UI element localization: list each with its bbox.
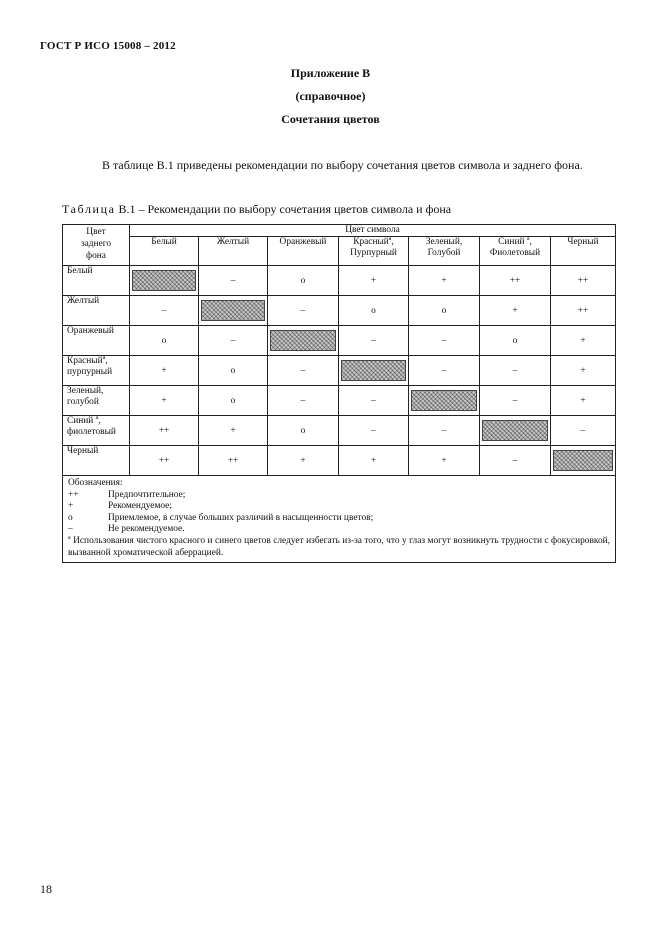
footnote-mark: a	[526, 235, 530, 242]
row-label	[63, 326, 130, 356]
column-header	[199, 237, 268, 266]
label-line: Желтый	[216, 237, 250, 247]
hatched-fill	[270, 330, 336, 351]
table-cell: –	[409, 356, 480, 386]
column-header	[268, 237, 339, 266]
table-cell: ++	[551, 296, 616, 326]
table-row	[63, 386, 616, 416]
table-cell: o	[199, 386, 268, 416]
table-cell: –	[339, 416, 409, 446]
table-cell: ++	[480, 266, 551, 296]
label-line: Оранжевый	[279, 237, 327, 247]
label-line: Голубой	[427, 248, 461, 258]
table-cell: –	[268, 296, 339, 326]
table-cell: +	[409, 266, 480, 296]
table-cell: +	[268, 446, 339, 476]
table-cell: o	[268, 266, 339, 296]
hatched-fill	[341, 360, 406, 381]
hatched-fill	[132, 270, 196, 291]
page-number: 18	[40, 882, 52, 896]
background-color-header: Цвет заднего фона	[63, 225, 130, 266]
table-cell: –	[339, 326, 409, 356]
legend-item	[68, 524, 610, 536]
diagonal-cell	[199, 296, 268, 326]
table-body	[63, 266, 616, 476]
diagonal-cell	[551, 446, 616, 476]
table-cell: –	[268, 386, 339, 416]
table-cell: ++	[551, 266, 616, 296]
column-header	[130, 237, 199, 266]
table-cell: +	[551, 326, 616, 356]
table-caption-label: Таблица	[62, 202, 116, 216]
label-line: Красный	[353, 237, 389, 247]
diagonal-cell	[409, 386, 480, 416]
label-line: Пурпурный	[350, 248, 397, 258]
column-header-row	[63, 237, 616, 266]
table-cell: o	[199, 356, 268, 386]
hatched-fill	[201, 300, 265, 321]
table-row	[63, 356, 616, 386]
table-cell: –	[130, 296, 199, 326]
table-cell: –	[199, 326, 268, 356]
label-line: фиолетовый	[67, 427, 116, 437]
notes-cell	[63, 476, 616, 563]
footnote-text: Использования чистого красного и синего цветов следует избегать из-за того, что у глаз могут возникнуть трудности с фокусировкой, вызванной хроматической аберрацией.	[68, 535, 611, 558]
table-row	[63, 446, 616, 476]
row-label	[63, 266, 130, 296]
diagonal-cell	[268, 326, 339, 356]
table-cell: +	[480, 296, 551, 326]
legend-text: Приемлемое, в случае больших различий в насыщенности цветов;	[108, 512, 374, 523]
column-header: Синий $^a$, Фиолетовый	[480, 237, 551, 266]
diagonal-cell	[480, 416, 551, 446]
table-cell: o	[409, 296, 480, 326]
appendix-title: Приложение В	[290, 66, 371, 80]
notes-title: Обозначения:	[68, 478, 123, 488]
row-label	[63, 446, 130, 476]
label-line: Зеленый,	[67, 386, 104, 396]
table-row	[63, 326, 616, 356]
table-caption-text: В.1 – Рекомендации по выбору сочетания цветов символа и фона	[115, 202, 452, 216]
table-cell: +	[339, 266, 409, 296]
table-cell: o	[339, 296, 409, 326]
footnote-mark: a	[95, 414, 99, 421]
footnote-mark: a	[102, 354, 106, 361]
table-cell: –	[339, 386, 409, 416]
table-cell: –	[480, 446, 551, 476]
footnote-mark: a	[68, 534, 71, 541]
diagonal-cell	[130, 266, 199, 296]
footnote	[68, 536, 610, 559]
legend-symbol: ++	[68, 489, 79, 500]
column-header	[551, 237, 616, 266]
appendix-type: (справочное)	[295, 89, 366, 103]
legend-text: Не рекомендуемое.	[108, 524, 185, 535]
row-label: Синий $^a$, фиолетовый	[63, 416, 130, 446]
label-line: Синий	[67, 416, 96, 426]
table-cell: +	[409, 446, 480, 476]
label-line: Желтый	[67, 296, 100, 306]
table-caption	[62, 202, 451, 217]
label-line: пурпурный	[67, 367, 113, 377]
legend-list	[68, 490, 610, 536]
footnote-mark: a	[388, 235, 392, 242]
column-header: Красный$^a$, Пурпурный	[339, 237, 409, 266]
table-cell: +	[199, 416, 268, 446]
label-line: Синий	[498, 237, 527, 247]
table-cell: ++	[130, 446, 199, 476]
label-line: Черный	[567, 237, 599, 247]
table-cell: +	[551, 356, 616, 386]
table-cell: +	[339, 446, 409, 476]
label-line: Белый	[67, 266, 93, 276]
label-line: Черный	[67, 446, 99, 456]
table-row	[63, 266, 616, 296]
table-cell: –	[268, 356, 339, 386]
row-label	[63, 296, 130, 326]
table-cell: –	[199, 266, 268, 296]
legend-symbol: +	[68, 501, 74, 512]
row-label: Красный$^a$, пурпурный	[63, 356, 130, 386]
table-cell: ++	[199, 446, 268, 476]
hatched-fill	[482, 420, 548, 441]
table-cell: –	[409, 416, 480, 446]
table-cell: –	[480, 356, 551, 386]
table-cell: +	[130, 386, 199, 416]
table-cell: +	[551, 386, 616, 416]
appendix-name: Сочетания цветов	[281, 112, 380, 126]
row-label	[63, 386, 130, 416]
label-line: Белый	[151, 237, 177, 247]
table-cell: o	[480, 326, 551, 356]
legend-item	[68, 490, 610, 502]
legend-symbol: o	[68, 512, 73, 523]
legend-symbol: –	[68, 524, 73, 535]
label-line: Фиолетовый	[489, 248, 541, 258]
symbol-color-header: Цвет символа	[130, 225, 616, 237]
hatched-fill	[553, 450, 613, 471]
legend-item	[68, 501, 610, 513]
table-cell: –	[409, 326, 480, 356]
diagonal-cell	[339, 356, 409, 386]
label-line: Зеленый,	[425, 237, 463, 247]
table-cell: o	[268, 416, 339, 446]
table-cell: ++	[130, 416, 199, 446]
color-recommendation-table	[62, 224, 616, 563]
table-cell: +	[130, 356, 199, 386]
legend-item	[68, 513, 610, 525]
label-line: Оранжевый	[67, 326, 114, 336]
intro-paragraph: В таблице В.1 приведены рекомендации по выбору сочетания цветов символа и заднего фона.	[102, 158, 583, 172]
label-line: голубой	[67, 397, 99, 407]
document-code: ГОСТ Р ИСО 15008 – 2012	[40, 40, 176, 52]
table-row	[63, 416, 616, 446]
legend-text: Рекомендуемое;	[108, 501, 172, 512]
label-line: Красный	[67, 356, 103, 366]
table-cell: –	[480, 386, 551, 416]
legend-text: Предпочтительное;	[108, 489, 186, 500]
table-cell: –	[551, 416, 616, 446]
table-cell: o	[130, 326, 199, 356]
hatched-fill	[411, 390, 477, 411]
column-header	[409, 237, 480, 266]
table-row	[63, 296, 616, 326]
